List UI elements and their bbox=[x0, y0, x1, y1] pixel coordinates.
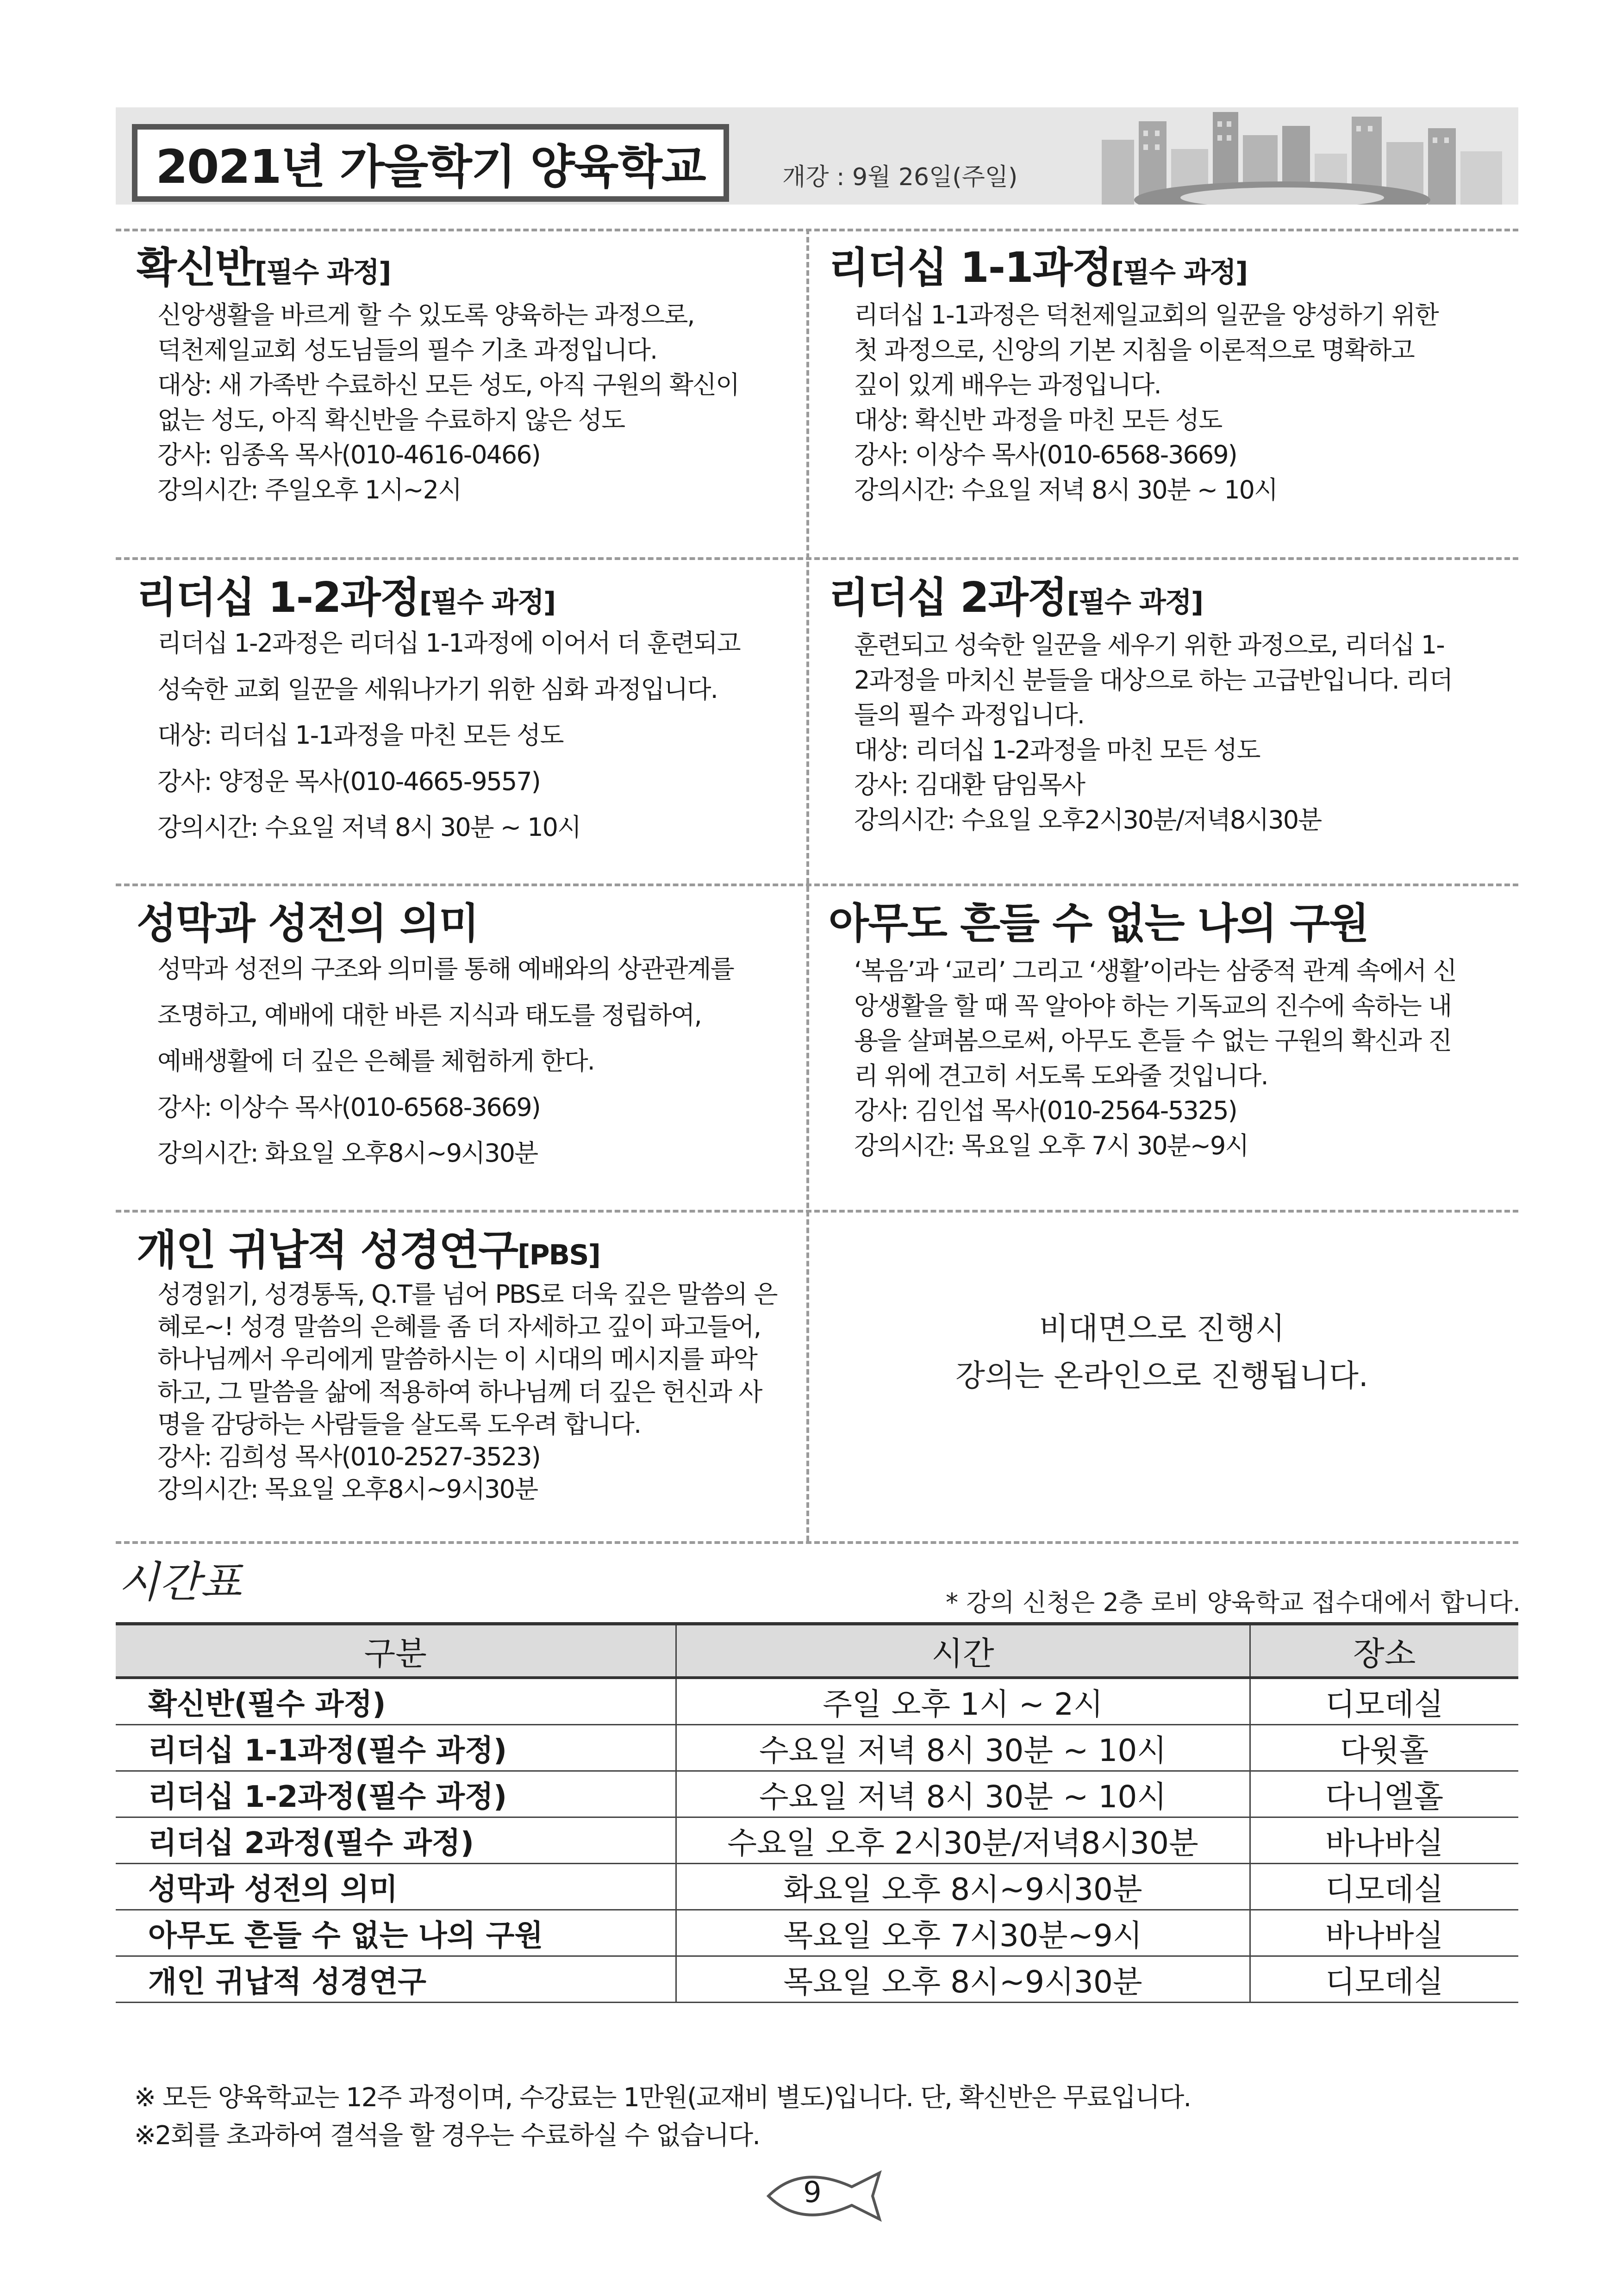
course-section bbox=[829, 234, 1514, 508]
course-time: 주일 오후 1시 ~ 2시 bbox=[676, 1678, 1250, 1725]
course-description: 훈련되고 성숙한 일꾼을 세우기 위한 과정으로, 리더십 1- 2과정을 마치신 분들을 대상으로 하는 고급반입니다. 리더 들의 필수 과정입니다. 대상: 리더십 1-2과정을 마친 모든 성도 강사: 김대환 담임목사 강의시간: 수요일 오후2시30분/저녁8시30분 bbox=[854, 630, 1453, 834]
course-title: 리더십 1-2과정[필수 과정] bbox=[137, 573, 555, 622]
table-header-row bbox=[116, 1624, 1518, 1678]
column-divider bbox=[806, 229, 809, 1541]
course-title: 리더십 2과정[필수 과정] bbox=[829, 573, 1203, 622]
course-description: 신앙생활을 바르게 할 수 있도록 양육하는 과정으로, 덕천제일교회 성도님들의 필수 기초 과정입니다. 대상: 새 가족반 수료하신 모든 성도, 아직 구원의 확신이 없는 성도, 아직 확신반을 수료하지 않은 성도 강사: 임종옥 목사(010-4616-0466) 강의시간: 주일오후 1시~2시 bbox=[157, 300, 739, 504]
course-place: 다니엘홀 bbox=[1250, 1771, 1518, 1817]
course-place: 디모데실 bbox=[1250, 1678, 1518, 1725]
divider bbox=[116, 1541, 1518, 1544]
course-description: 성막과 성전의 구조와 의미를 통해 예배와의 상관관계를 조명하고, 예배에 대한 바른 지식과 태도를 정립하여, 예배생활에 더 깊은 은혜를 체험하게 한다. 강사: 이상수 목사(010-6568-3669) 강의시간: 화요일 오후8시~9시30분 bbox=[157, 954, 734, 1168]
city-illustration bbox=[1074, 107, 1518, 205]
course-title: 아무도 흔들 수 없는 나의 구원 bbox=[829, 899, 1368, 948]
course-title: 성막과 성전의 의미 bbox=[137, 899, 479, 948]
course-place: 바나바실 bbox=[1250, 1817, 1518, 1864]
course-place: 바나바실 bbox=[1250, 1910, 1518, 1956]
table-row bbox=[116, 1725, 1518, 1771]
divider bbox=[116, 884, 1518, 886]
table-row bbox=[116, 1864, 1518, 1910]
course-section bbox=[137, 564, 799, 856]
course-description: 리더십 1-1과정은 덕천제일교회의 일꾼을 양성하기 위한 첫 과정으로, 신앙의 기본 지침을 이론적으로 명확하고 깊이 있게 배우는 과정입니다. 대상: 확신반 과정을 마친 모든 성도 강사: 이상수 목사(010-6568-3669) 강의시간: 수요일 저녁 8시 30분 ~ 10시 bbox=[854, 300, 1438, 504]
course-name: 성막과 성전의 의미 bbox=[116, 1864, 676, 1910]
course-description: ‘복음’과 ‘교리’ 그리고 ‘생활’이라는 삼중적 관계 속에서 신 앙생활을 할 때 꼭 알아야 하는 기독교의 진수에 속하는 내 용을 살펴봄으로써, 아무도 흔들 수 없는 구원의 확신과 진 리 위에 견고히 서도록 도와줄 것입니다. 강사: 김인섭 목사(010-2564-5325) 강의시간: 목요일 오후 7시 30분~9시 bbox=[854, 956, 1456, 1160]
table-row bbox=[116, 1817, 1518, 1864]
course-time: 목요일 오후 8시~9시30분 bbox=[676, 1956, 1250, 2003]
course-name: 리더십 1-2과정(필수 과정) bbox=[116, 1771, 676, 1817]
course-name: 개인 귀납적 성경연구 bbox=[116, 1956, 676, 2003]
header-place: 장소 bbox=[1250, 1624, 1518, 1678]
table-row bbox=[116, 1910, 1518, 1956]
course-section bbox=[137, 234, 799, 508]
course-time: 화요일 오후 8시~9시30분 bbox=[676, 1864, 1250, 1910]
header-category: 구분 bbox=[116, 1624, 676, 1678]
course-name: 리더십 2과정(필수 과정) bbox=[116, 1817, 676, 1864]
course-place: 디모데실 bbox=[1250, 1956, 1518, 2003]
course-name: 확신반(필수 과정) bbox=[116, 1678, 676, 1725]
page-title: 2021년 가을학기 양육학교 bbox=[132, 124, 729, 202]
online-notice: 비대면으로 진행시 강의는 온라인으로 진행됩니다. bbox=[955, 1311, 1368, 1394]
course-section bbox=[829, 890, 1514, 1164]
divider bbox=[116, 557, 1518, 560]
course-title: 확신반[필수 과정] bbox=[137, 243, 391, 292]
opening-date: 개강 : 9월 26일(주일) bbox=[782, 163, 1018, 191]
registration-note: * 강의 신청은 2층 로비 양육학교 접수대에서 합니다. bbox=[946, 1588, 1521, 1617]
schedule-table bbox=[116, 1622, 1518, 2003]
course-time: 수요일 저녁 8시 30분 ~ 10시 bbox=[676, 1725, 1250, 1771]
course-name: 리더십 1-1과정(필수 과정) bbox=[116, 1725, 676, 1771]
course-time: 목요일 오후 7시30분~9시 bbox=[676, 1910, 1250, 1956]
course-title: 리더십 1-1과정[필수 과정] bbox=[829, 243, 1248, 292]
footnote-attendance: ※2회를 초과하여 결석을 할 경우는 수료하실 수 없습니다. bbox=[134, 2121, 760, 2151]
footnote-fee: ※ 모든 양육학교는 12주 과정이며, 수강료는 1만원(교재비 별도)입니다. 단, 확신반은 무료입니다. bbox=[134, 2083, 1191, 2113]
course-section bbox=[137, 890, 799, 1182]
course-place: 다윗홀 bbox=[1250, 1725, 1518, 1771]
table-row bbox=[116, 1956, 1518, 2003]
course-title: 개인 귀납적 성경연구[PBS] bbox=[137, 1226, 600, 1275]
divider bbox=[116, 1210, 1518, 1213]
svg-text:시간표: 시간표 bbox=[118, 1557, 242, 1607]
table-row bbox=[116, 1771, 1518, 1817]
course-description: 성경읽기, 성경통독, Q.T를 넘어 PBS로 더욱 깊은 말씀의 은 혜로~! 성경 말씀의 은혜를 좀 더 자세하고 깊이 파고들어, 하나님께서 우리에게 말씀하시는 이 시대의 메시지를 파악 하고, 그 말씀을 삶에 적용하여 하나님께 더 깊은 헌신과 사 명을 감당하는 사람들을 살도록 도우려 합니다. 강사: 김희성 목사(010-2527-3523) 강의시간: 목요일 오후8시~9시30분 bbox=[157, 1280, 777, 1504]
schedule-title-handwritten bbox=[113, 1553, 252, 1613]
course-place: 디모데실 bbox=[1250, 1864, 1518, 1910]
course-description: 리더십 1-2과정은 리더십 1-1과정에 이어서 더 훈련되고 성숙한 교회 일꾼을 세워나가기 위한 심화 과정입니다. 대상: 리더십 1-1과정을 마친 모든 성도 강사: 양정운 목사(010-4665-9557) 강의시간: 수요일 저녁 8시 30분 ~ 10시 bbox=[157, 628, 740, 842]
course-section bbox=[829, 564, 1514, 838]
course-time: 수요일 오후 2시30분/저녁8시30분 bbox=[676, 1817, 1250, 1864]
table-row bbox=[116, 1678, 1518, 1725]
page-number: 9 bbox=[803, 2175, 822, 2209]
course-name: 아무도 흔들 수 없는 나의 구원 bbox=[116, 1910, 676, 1956]
header-time: 시간 bbox=[676, 1624, 1250, 1678]
divider bbox=[116, 229, 1518, 231]
course-time: 수요일 저녁 8시 30분 ~ 10시 bbox=[676, 1771, 1250, 1817]
course-section bbox=[137, 1216, 799, 1506]
